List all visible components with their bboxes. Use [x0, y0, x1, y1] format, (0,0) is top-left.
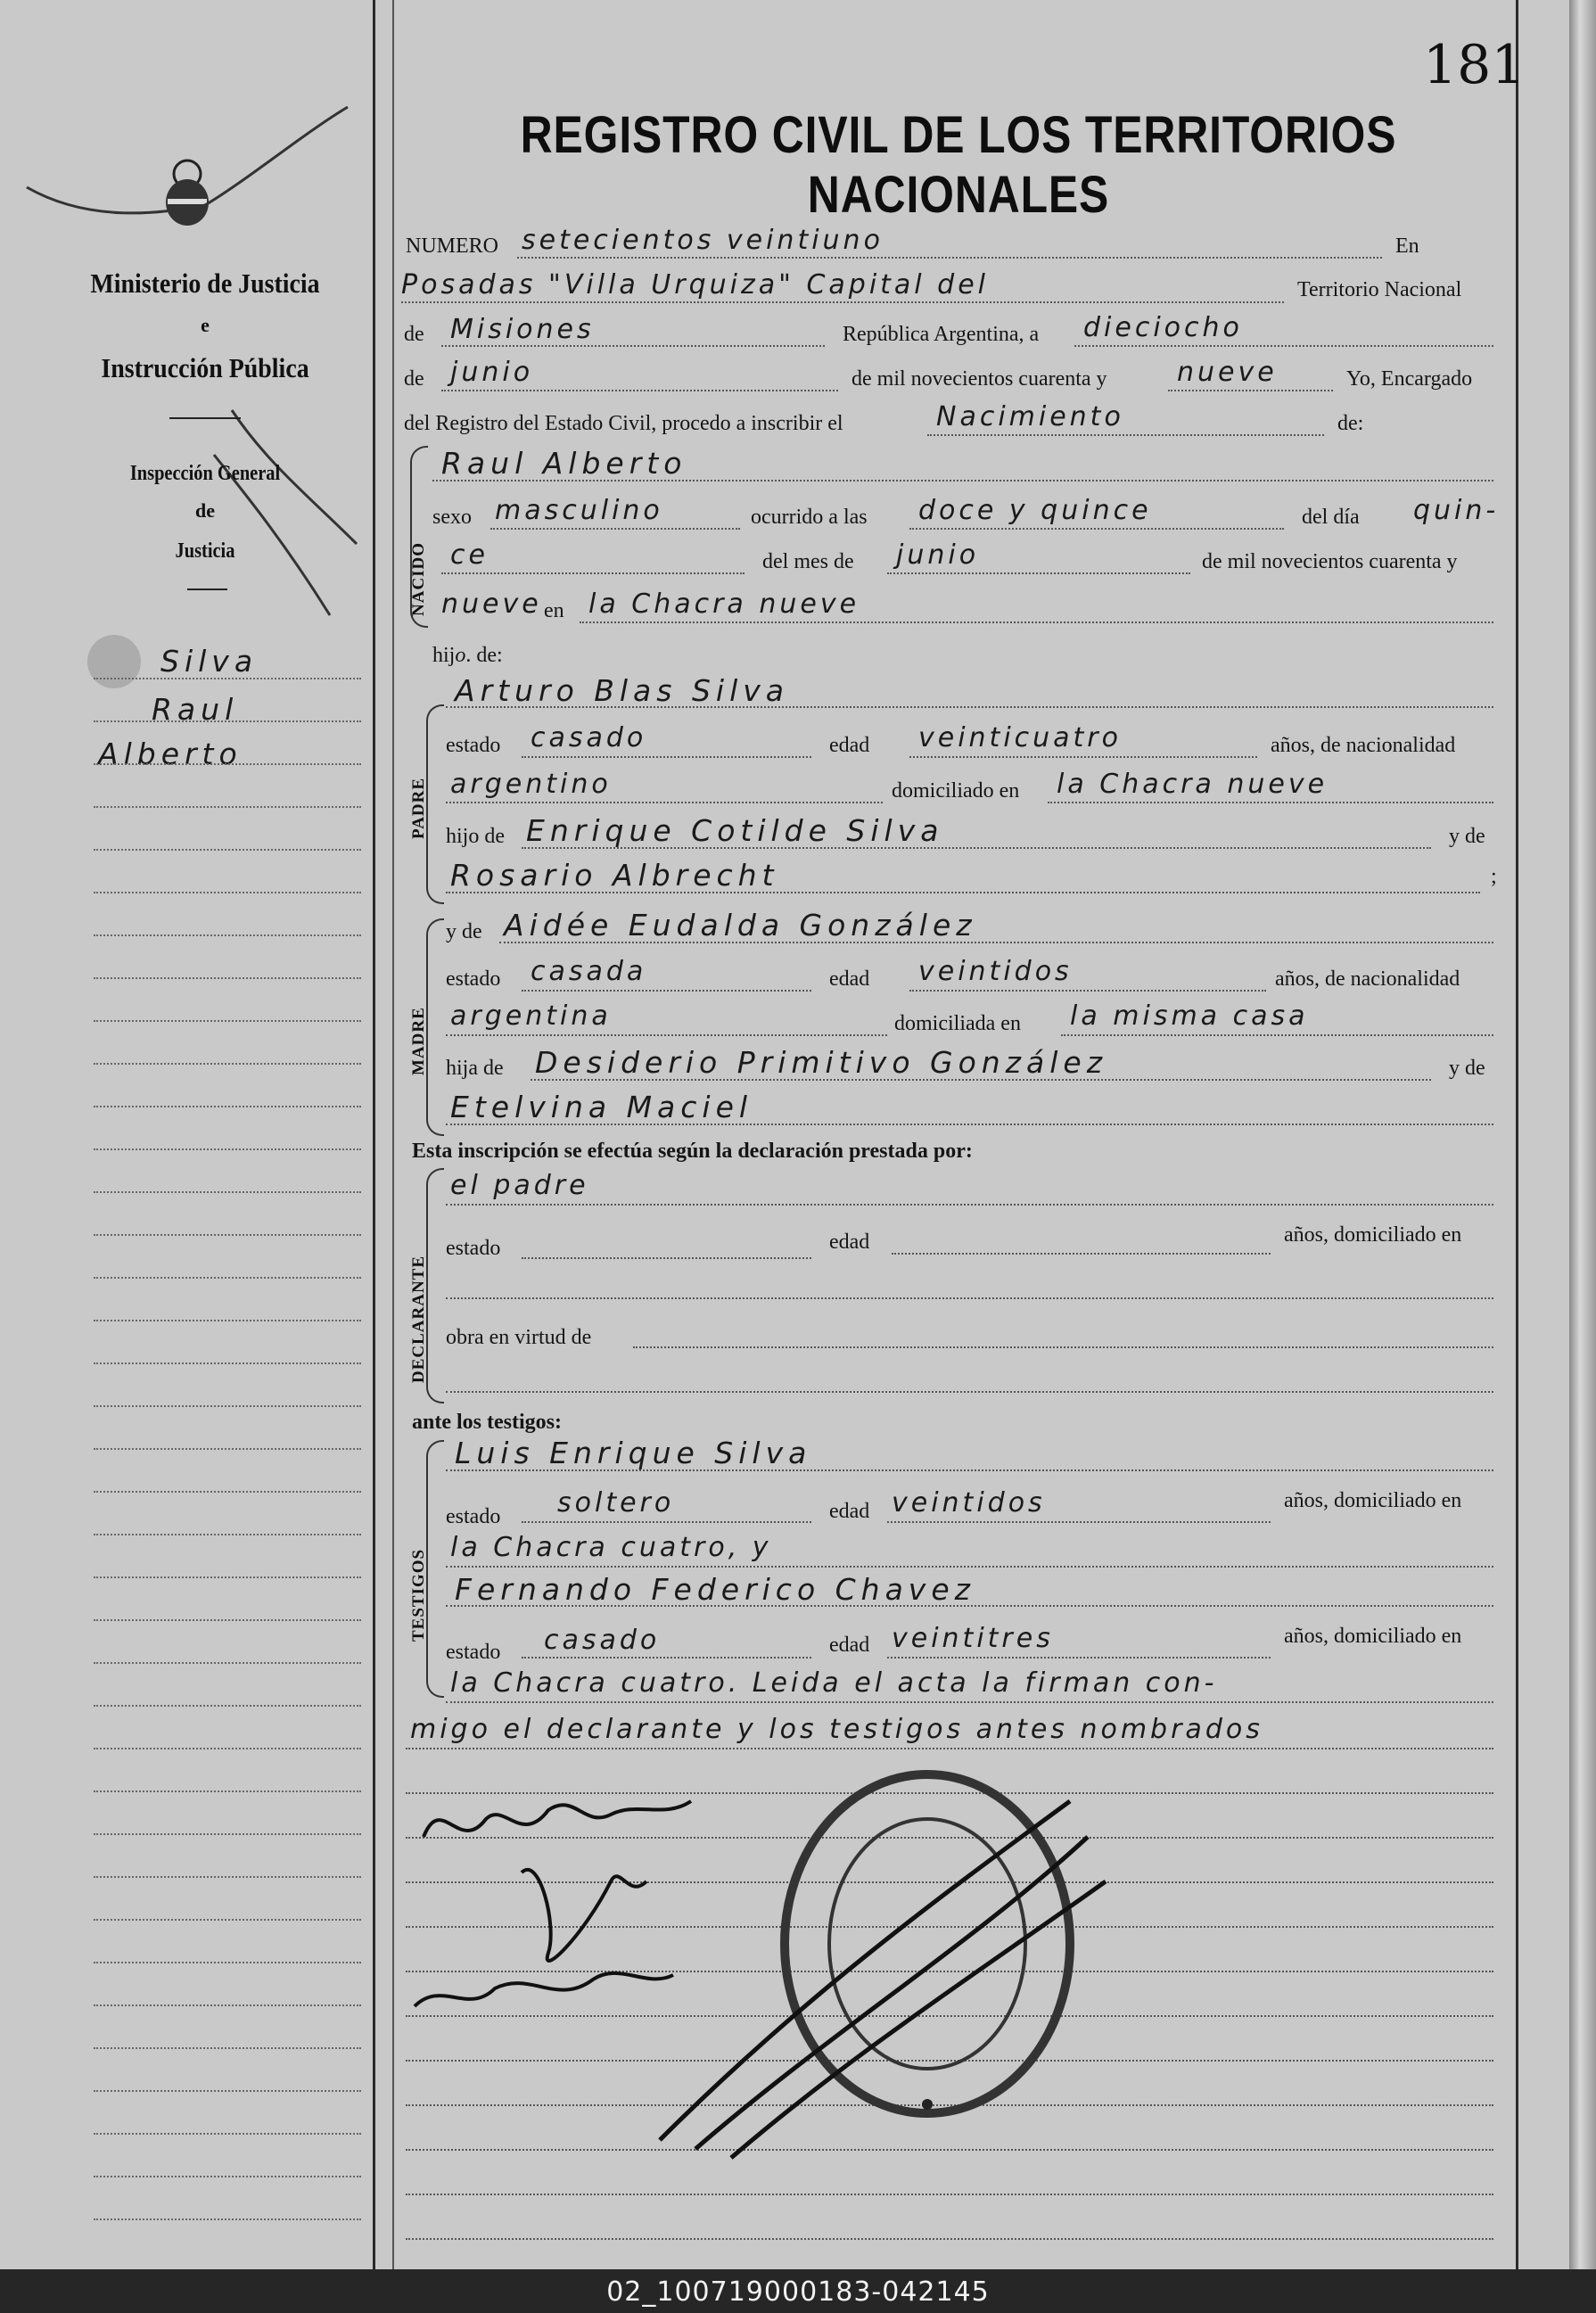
margin-ruled-line — [94, 1405, 361, 1407]
testigo2-estado-label: estado — [446, 1641, 501, 1664]
testigo1-domicilio: la Chacra cuatro, y — [450, 1532, 772, 1563]
margin-ruled-line — [94, 2133, 361, 2135]
dia-value-b: ce — [450, 539, 489, 571]
nacido-en-label: en — [544, 599, 564, 622]
margin-ruled-line — [94, 2004, 361, 2006]
testigo1-name-rule — [446, 1469, 1493, 1471]
testigo1-edad-value: veintidos — [892, 1487, 1046, 1519]
registry-seal — [624, 1766, 1248, 2167]
declarante-name-rule — [446, 1204, 1493, 1206]
declarante-estado-rule — [522, 1257, 811, 1259]
madre-estado-value: casada — [531, 956, 647, 987]
madre-madre-rule — [446, 1124, 1493, 1125]
closing-rule — [406, 1748, 1493, 1749]
lugar-rule — [580, 621, 1493, 623]
testigos-intro: ante los testigos: — [412, 1411, 562, 1434]
testigo2-name-rule — [446, 1605, 1493, 1607]
margin-ruled-line — [94, 763, 361, 765]
page-border-right — [1516, 0, 1518, 2269]
act-rule — [927, 434, 1324, 436]
act-value: Nacimiento — [936, 401, 1124, 432]
mes-value: junio — [896, 539, 980, 571]
inspection-line1: Inspección General — [129, 462, 281, 485]
closing-line: migo el declarante y los testigos antes nombrados — [410, 1714, 1263, 1745]
madre-bracket — [426, 918, 444, 1136]
padre-madre-value: Rosario Albrecht — [450, 858, 779, 893]
nacido-name-rule — [432, 480, 1493, 482]
day-rule — [1074, 345, 1493, 347]
nacido-side-label: NACIDO — [409, 541, 428, 616]
declarante-intro: Esta inscripción se efectúa según la declaración prestada por: — [412, 1140, 973, 1163]
declarante-edad-label: edad — [829, 1231, 870, 1254]
testigo1-estado-rule — [522, 1521, 811, 1523]
hijo-stem: hij — [432, 644, 456, 667]
ocurrido-label: ocurrido a las — [751, 506, 868, 529]
madre-domicilio-value: la misma casa — [1070, 1000, 1309, 1032]
margin-ruled-line — [94, 806, 361, 808]
de3-label: de: — [1337, 412, 1364, 435]
margin-ruled-line — [94, 1876, 361, 1878]
padre-name-rule — [446, 706, 1493, 708]
padre-nacionalidad-value: argentino — [450, 769, 612, 800]
madre-edad-label: edad — [829, 967, 870, 991]
margin-ruled-line — [94, 678, 361, 679]
testigos-side-label: TESTIGOS — [409, 1548, 428, 1642]
blank-ruled-line — [406, 2238, 1493, 2240]
book-spine-edge — [1569, 0, 1596, 2269]
padre-domicilio-rule — [1048, 802, 1493, 803]
declarante-blank-rule-2 — [446, 1391, 1493, 1393]
ministry-line1: Ministerio de Justicia — [90, 268, 320, 299]
year-value: nueve — [1177, 357, 1278, 388]
madre-edad-value: veintidos — [918, 956, 1073, 987]
dia-value-a: quin- — [1413, 495, 1500, 526]
declarante-name: el padre — [450, 1170, 589, 1201]
padre-padre-rule — [522, 847, 1431, 849]
registro-label: del Registro del Estado Civil, procedo a inscribir el — [404, 412, 843, 435]
margin-ruled-line — [94, 1790, 361, 1792]
nacido-name: Raul Alberto — [441, 446, 687, 481]
margin-ruled-line — [94, 1448, 361, 1450]
sexo-label: sexo — [432, 506, 472, 529]
dia-rule — [441, 572, 745, 574]
margin-ruled-line — [94, 1491, 361, 1493]
padre-madre-rule — [446, 892, 1480, 893]
de-label: de — [404, 323, 424, 346]
madre-anios-label: años, de nacionalidad — [1275, 967, 1460, 991]
sexo-rule — [490, 528, 740, 530]
margin-ruled-line — [94, 1106, 361, 1107]
lugar-value: la Chacra nueve — [588, 589, 860, 620]
padre-semicolon: ; — [1491, 865, 1497, 888]
testigo2-edad-rule — [887, 1657, 1271, 1659]
madre-side-label: MADRE — [409, 1007, 428, 1075]
margin-ruled-line — [94, 1705, 361, 1707]
margin-ruled-line — [94, 1576, 361, 1578]
margin-ruled-line — [94, 1534, 361, 1535]
margin-border-inner — [392, 0, 394, 2269]
margin-ruled-line — [94, 892, 361, 893]
margin-ruled-line — [94, 1234, 361, 1236]
padre-name: Arturo Blas Silva — [455, 673, 789, 708]
margin-ruled-line — [94, 2090, 361, 2092]
padre-edad-value: veinticuatro — [918, 722, 1122, 753]
margin-ruled-line — [94, 1833, 361, 1835]
mes-label: del mes de — [762, 550, 854, 573]
madre-edad-rule — [909, 990, 1266, 992]
hijo-de: . de: — [465, 644, 503, 667]
ministry-e: e — [201, 314, 210, 336]
margin-ruled-line — [94, 1962, 361, 1963]
madre-y-de2-label: y de — [1449, 1057, 1485, 1080]
margin-ruled-line — [94, 934, 361, 936]
numero-label: NUMERO — [406, 235, 499, 258]
padre-domiciliado-label: domiciliado en — [892, 779, 1020, 803]
territory-value: Misiones — [450, 314, 595, 345]
margin-ruled-line — [94, 1619, 361, 1621]
day-value: dieciocho — [1083, 312, 1243, 343]
declarante-anios-label: años, domiciliado en — [1284, 1223, 1462, 1247]
padre-edad-rule — [909, 756, 1257, 758]
testigo2-name: Fernando Federico Chavez — [455, 1572, 975, 1607]
margin-ruled-line — [94, 977, 361, 979]
dia-label: del día — [1302, 506, 1360, 529]
month-rule — [441, 390, 838, 391]
inspection-line2: Justicia — [175, 539, 235, 563]
margin-ruled-line — [94, 1277, 361, 1279]
testigo2-edad-label: edad — [829, 1634, 870, 1657]
padre-bracket — [426, 704, 444, 904]
padre-estado-rule — [522, 756, 811, 758]
madre-y-de-label: y de — [446, 920, 482, 943]
en-label: En — [1395, 235, 1419, 258]
padre-estado-value: casado — [531, 722, 647, 753]
madre-estado-label: estado — [446, 967, 501, 991]
margin-ruled-line — [94, 1748, 361, 1749]
margin-ruled-line — [94, 2218, 361, 2220]
margin-given-name-2: Alberto — [98, 737, 243, 771]
margin-ruled-line — [94, 1662, 361, 1664]
testigo2-estado-rule — [522, 1657, 811, 1659]
margin-ruled-line — [94, 1063, 361, 1065]
margin-ruled-line — [94, 1919, 361, 1921]
testigo1-edad-label: edad — [829, 1500, 870, 1523]
testigo2-edad-value: veintitres — [892, 1623, 1054, 1654]
padre-nacionalidad-rule — [446, 802, 883, 803]
margin-given-name-1: Raul — [152, 692, 239, 727]
year-rule — [1168, 390, 1333, 391]
ink-blot — [87, 635, 141, 688]
testigo1-estado-label: estado — [446, 1505, 501, 1528]
margin-ruled-line — [94, 1362, 361, 1364]
testigo1-estado-value: soltero — [557, 1487, 675, 1519]
declarante-blank-rule-1 — [446, 1297, 1493, 1299]
margin-ruled-line — [94, 1020, 361, 1022]
testigo2-estado-value: casado — [544, 1625, 661, 1656]
madre-name-rule — [499, 942, 1493, 943]
declarante-obra-rule — [633, 1346, 1493, 1348]
padre-y-de-label: y de — [1449, 825, 1485, 848]
declarante-estado-label: estado — [446, 1237, 501, 1260]
padre-estado-label: estado — [446, 734, 501, 757]
padre-side-label: PADRE — [409, 777, 428, 839]
testigo1-edad-rule — [887, 1521, 1271, 1523]
madre-padre-value: Desiderio Primitivo González — [535, 1045, 1108, 1080]
padre-padre-value: Enrique Cotilde Silva — [526, 813, 944, 848]
padre-anios-label: años, de nacionalidad — [1271, 734, 1456, 757]
madre-padre-rule — [531, 1079, 1431, 1081]
hora-value: doce y quince — [918, 495, 1152, 526]
padre-edad-label: edad — [829, 734, 870, 757]
blank-ruled-line — [406, 2194, 1493, 2195]
margin-divider-2 — [187, 589, 227, 590]
madre-nacionalidad-rule — [446, 1034, 887, 1036]
page-title: REGISTRO CIVIL DE LOS TERRITORIOS NACIONALES — [520, 106, 1397, 224]
madre-domicilio-rule — [1061, 1034, 1493, 1036]
place-value: Posadas "Villa Urquiza" Capital del — [401, 269, 990, 300]
margin-ruled-line — [94, 1191, 361, 1193]
hijo-suffix: o — [455, 644, 466, 667]
margin-divider — [169, 417, 241, 419]
year-label: de mil novecientos cuarenta y — [851, 367, 1107, 391]
republica-label: República Argentina, a — [843, 323, 1040, 346]
testigo1-domicilio-rule — [446, 1566, 1493, 1568]
declarante-bracket — [426, 1168, 444, 1403]
margin-ruled-line — [94, 720, 361, 722]
madre-hija-de-label: hija de — [446, 1057, 504, 1080]
encargado-label: Yo, Encargado — [1346, 367, 1473, 391]
madre-estado-rule — [522, 990, 811, 992]
margin-ruled-line — [94, 1148, 361, 1150]
testigo2-anios-label: años, domiciliado en — [1284, 1625, 1462, 1648]
padre-hijo-de-label: hijo de — [446, 825, 505, 848]
madre-madre-value: Etelvina Maciel — [450, 1090, 753, 1124]
margin-ruled-line — [94, 1320, 361, 1321]
anio-value: nueve — [441, 589, 542, 620]
declarante-edad-rule — [892, 1253, 1271, 1255]
madre-name: Aidée Eudalda González — [504, 908, 977, 942]
month-value: junio — [450, 357, 534, 388]
madre-nacionalidad-value: argentina — [450, 1000, 612, 1032]
margin-ruled-line — [94, 2176, 361, 2177]
declarante-obra-label: obra en virtud de — [446, 1326, 592, 1349]
territory-rule — [441, 345, 825, 347]
hora-rule — [909, 528, 1284, 530]
testigo2-domicilio: la Chacra cuatro. Leida el acta la firman con- — [450, 1667, 1218, 1699]
margin-ruled-line — [94, 849, 361, 851]
testigos-bracket — [426, 1440, 444, 1698]
padre-domicilio-value: la Chacra nueve — [1057, 769, 1329, 800]
hijo-label — [432, 644, 503, 668]
de2-label: de — [404, 367, 424, 391]
margin-surname: Silva — [160, 644, 259, 679]
declarante-side-label: DECLARANTE — [409, 1255, 428, 1383]
numero-rule — [517, 257, 1382, 259]
place-rule — [401, 301, 1284, 303]
mes-rule — [887, 572, 1190, 574]
inspection-de: de — [195, 499, 215, 522]
testigo2-domicilio-rule — [446, 1701, 1493, 1703]
numero-value: setecientos veintiuno — [522, 225, 884, 256]
testigo1-anios-label: años, domiciliado en — [1284, 1489, 1462, 1512]
page-number: 181 — [1423, 34, 1526, 96]
sexo-value: masculino — [495, 495, 663, 526]
madre-domiciliada-label: domiciliada en — [894, 1012, 1021, 1035]
ministry-line2: Instrucción Pública — [101, 352, 309, 383]
margin-ruled-line — [94, 2047, 361, 2049]
territorio-label: Territorio Nacional — [1297, 278, 1462, 301]
testigo1-name: Luis Enrique Silva — [455, 1436, 812, 1470]
image-reference-label: 02_100719000183-042145 — [606, 2276, 990, 2308]
anio-label: de mil novecientos cuarenta y — [1202, 550, 1458, 573]
